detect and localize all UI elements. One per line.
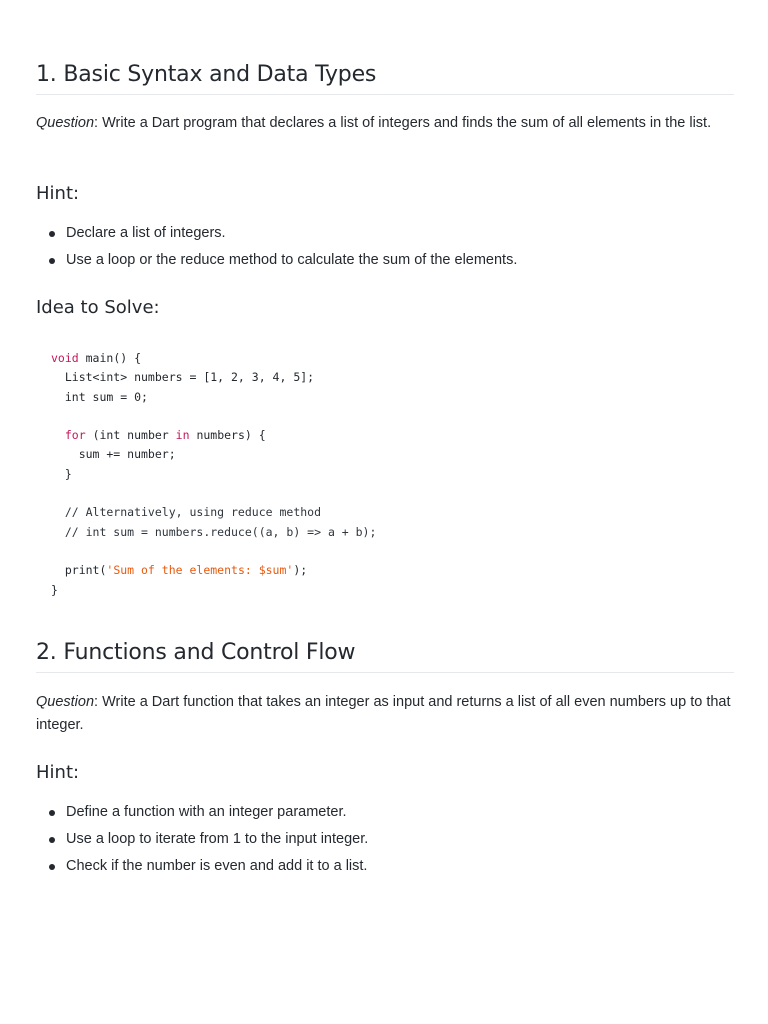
section-1-hint-heading: Hint: — [36, 183, 80, 204]
list-item: Use a loop to iterate from 1 to the input integer. — [66, 826, 764, 853]
section-2-hint-list — [36, 799, 764, 880]
list-item: Use a loop or the reduce method to calculate the sum of the elements. — [66, 247, 764, 274]
section-1-title: 1. Basic Syntax and Data Types — [36, 60, 734, 95]
code-text: int sum = 0; — [51, 389, 148, 404]
list-item: Define a function with an integer parameter. — [66, 799, 764, 826]
code-text: sum += number; — [51, 447, 176, 462]
code-keyword: void — [51, 351, 79, 365]
question-text: : Write a Dart program that declares a list of integers and finds the sum of all elements in the list. — [94, 115, 712, 131]
code-block — [36, 349, 376, 600]
code-string: 'Sum of the elements: $sum' — [106, 563, 294, 578]
code-text: List<int> numbers = [1, 2, 3, 4, 5]; — [51, 370, 315, 385]
question-text: : Write a Dart function that takes an integer as input and returns a list of all even numbers up to that integer. — [36, 694, 731, 733]
code-comment: // int sum = numbers.reduce((a, b) => a + b); — [51, 524, 377, 539]
question-label: Question — [36, 115, 95, 131]
code-text: } — [51, 582, 58, 597]
code-text: numbers) { — [189, 428, 266, 443]
code-text: ); — [293, 563, 308, 578]
code-keyword: in — [175, 428, 190, 443]
list-item: Check if the number is even and add it to a list. — [66, 853, 764, 880]
section-1-idea-heading: Idea to Solve: — [36, 297, 160, 318]
code-text: (int number — [85, 428, 176, 443]
code-comment: // Alternatively, using reduce method — [51, 505, 322, 520]
list-item: Declare a list of integers. — [66, 220, 764, 247]
section-1-hint-list — [36, 220, 764, 274]
code-text: main() { — [78, 351, 142, 365]
section-1-question — [36, 112, 734, 135]
section-2-question — [36, 691, 734, 737]
code-text: print( — [51, 563, 107, 578]
question-label: Question — [36, 694, 95, 710]
code-text: } — [51, 466, 72, 481]
section-2-hint-heading: Hint: — [36, 762, 80, 783]
section-2-title: 2. Functions and Control Flow — [36, 638, 734, 673]
code-keyword: for — [64, 428, 86, 443]
